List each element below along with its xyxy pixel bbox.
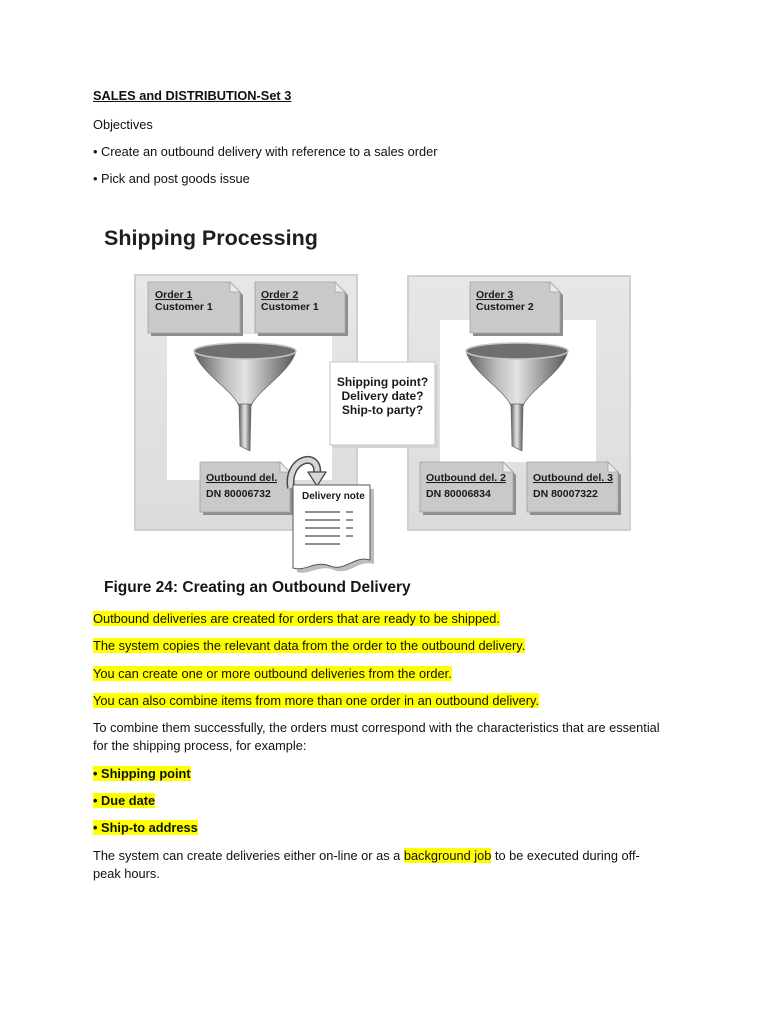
- criteria-item: Ship-to party?: [341, 403, 424, 417]
- delivery-number: DN 80006834: [426, 488, 491, 500]
- characteristic-line: [93, 765, 191, 783]
- highlighted-line: [93, 610, 500, 628]
- card-body: [420, 462, 513, 512]
- final-paragraph-line: peak hours.: [93, 866, 160, 881]
- delivery-note-title: Delivery note: [302, 491, 365, 502]
- order-number: Order 1: [155, 289, 193, 301]
- order-card: [255, 282, 348, 336]
- background-job-highlight: background job: [403, 848, 492, 863]
- characteristic-item: • Ship-to address: [93, 820, 198, 835]
- characteristic-item: • Due date: [93, 793, 156, 808]
- order-customer: Customer 1: [155, 301, 213, 313]
- order-number: Order 3: [476, 289, 514, 301]
- delivery-number: DN 80007322: [533, 488, 598, 500]
- objectives-heading: Objectives: [93, 117, 153, 132]
- shipping-criteria-box: [330, 362, 438, 448]
- figure-heading: Shipping Processing: [104, 226, 318, 250]
- objective-item: • Create an outbound delivery with reference to a sales order: [93, 144, 438, 159]
- delivery-label: Outbound del. 2: [426, 472, 506, 484]
- highlighted-line: [93, 665, 452, 683]
- order-number: Order 2: [261, 289, 299, 301]
- highlighted-statement: You can also combine items from more than one order in an outbound delivery.: [93, 693, 540, 708]
- card-body: [527, 462, 618, 512]
- delivery-label: Outbound del.: [206, 472, 278, 484]
- combine-paragraph-line: To combine them successfully, the orders must correspond with the characteristics that are essential: [93, 720, 660, 735]
- funnel-spout: [239, 404, 251, 451]
- card-body: [200, 462, 290, 512]
- objective-item: • Pick and post goods issue: [93, 171, 250, 186]
- delivery-number: DN 80006732: [206, 488, 271, 500]
- highlighted-statement: The system copies the relevant data from the order to the outbound delivery.: [93, 638, 526, 653]
- characteristic-item: • Shipping point: [93, 766, 191, 781]
- outbound-delivery-card: [420, 462, 516, 515]
- final-text-after: to be executed during off-: [491, 848, 640, 863]
- funnel-rim: [194, 343, 296, 359]
- characteristic-line: [93, 819, 198, 837]
- highlighted-line: [93, 637, 525, 655]
- delivery-label: Outbound del. 3: [533, 472, 613, 484]
- shipping-processing-figure: [0, 200, 768, 610]
- order-card: [470, 282, 563, 336]
- outbound-delivery-card: [527, 462, 621, 515]
- final-paragraph-line: [93, 847, 640, 865]
- document-title: SALES and DISTRIBUTION-Set 3: [93, 88, 292, 103]
- funnel-spout: [511, 404, 523, 451]
- characteristic-line: [93, 792, 155, 810]
- order-card: [148, 282, 243, 336]
- order-customer: Customer 1: [261, 301, 319, 313]
- figure-caption: Figure 24: Creating an Outbound Delivery: [104, 579, 411, 596]
- criteria-item: Shipping point?: [336, 375, 429, 389]
- highlighted-line: [93, 692, 539, 710]
- delivery-note-icon: [293, 485, 374, 573]
- criteria-item: Delivery date?: [341, 389, 424, 403]
- outbound-delivery-card: [200, 462, 293, 515]
- highlighted-statement: You can create one or more outbound deliveries from the order.: [93, 666, 452, 681]
- combine-paragraph-line: for the shipping process, for example:: [93, 738, 307, 753]
- funnel-rim: [466, 343, 568, 359]
- final-text-before: The system can create deliveries either on-line or as a: [93, 848, 404, 863]
- highlighted-statement: Outbound deliveries are created for orders that are ready to be shipped.: [93, 611, 500, 626]
- order-customer: Customer 2: [476, 301, 534, 313]
